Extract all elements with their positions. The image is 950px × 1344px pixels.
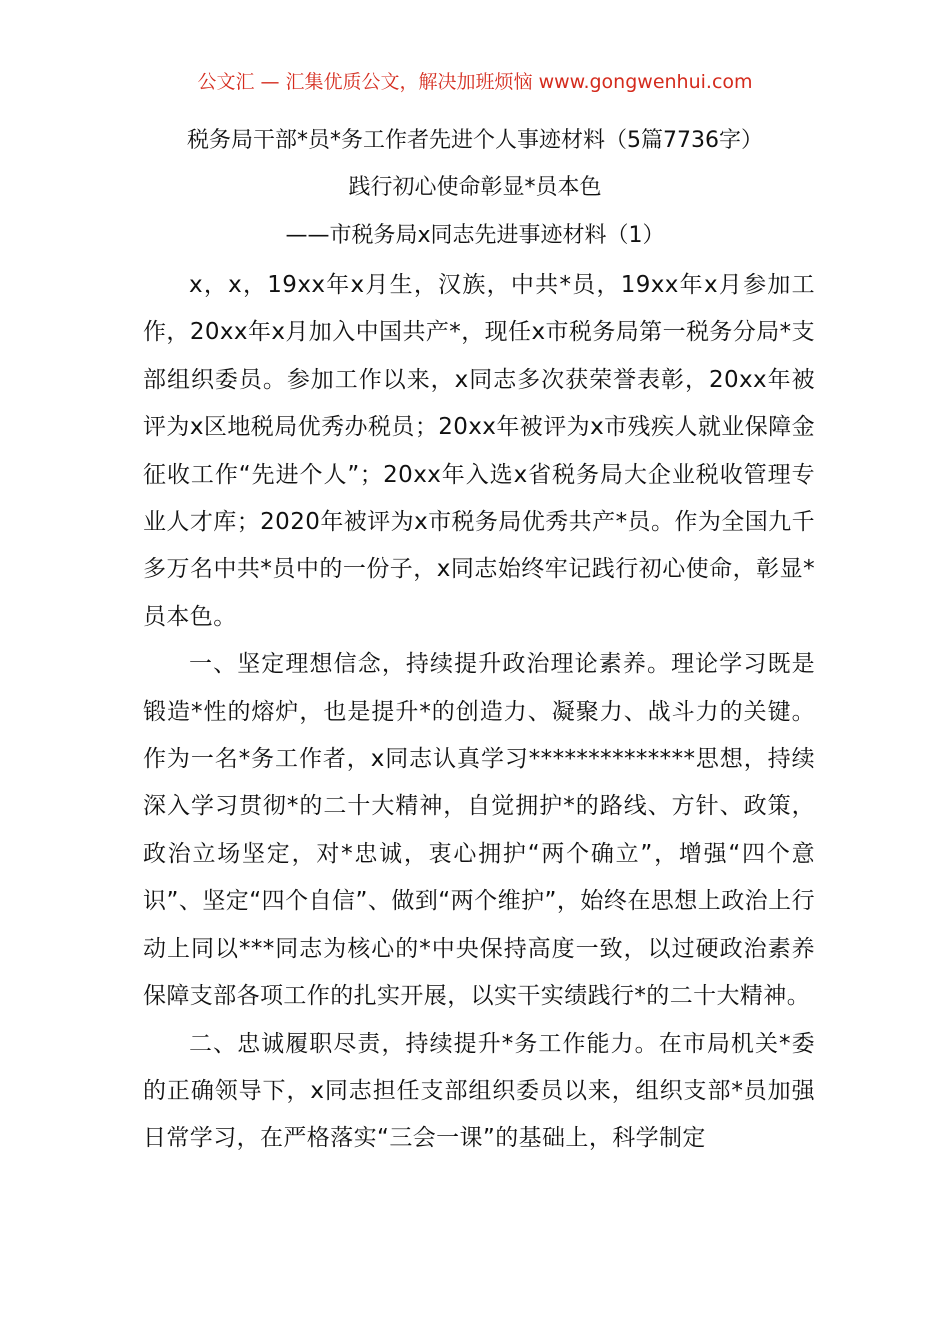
paragraph-section-one: 一、坚定理想信念，持续提升政治理论素养。理论学习既是锻造*性的熔炉，也是提升*的创造力、凝聚力、战斗力的关键。作为一名*务工作者，x同志认真学习**************思想，持续深入学习贯彻*的二十大精神，自觉拥护*的路线、方针、政策，政治立场坚定，对*忠诚，衷心拥护“两个确立”，增强“四个意识”、坚定“四个自信”、做到“两个维护”，始终在思想上政治上行动上同以***同志为核心的*中央保持高度一致，以过硬政治素养保障支部各项工作的扎实开展，以实干实绩践行*的二十大精神。 [143,651,815,1010]
document-body [143,262,815,1163]
watermark-header: 公文汇 — 汇集优质公文，解决加班烦恼 www.gongwenhui.com [197,71,753,93]
paragraph-section-two: 二、忠诚履职尽责，持续提升*务工作能力。在市局机关*委的正确领导下，x同志担任支部组织委员以来，组织支部*员加强日常学习，在严格落实“三会一课”的基础上，科学制定 [143,1030,815,1152]
paragraph-intro: x，x，19xx年x月生，汉族，中共*员，19xx年x月参加工作，20xx年x月加入中国共产*，现任x市税务局第一税务分局*支部组织委员。参加工作以来，x同志多次获荣誉表彰，20xx年被评为x区地税局优秀办税员；20xx年被评为x市残疾人就业保障金征收工作“先进个人”；20xx年入选x省税务局大企业税收管理专业人才库；2020年被评为x市税务局优秀共产*员。作为全国九千多万名中共*员中的一份子，x同志始终牢记践行初心使命，彰显*员本色。 [143,272,815,630]
document-subtitle: 践行初心使命彰显*员本色 [348,175,602,200]
document-title: 税务局干部*员*务工作者先进个人事迹材料（5篇7736字） [187,128,763,153]
document-subtitle-secondary: ——市税务局x同志先进事迹材料（1） [285,223,665,248]
